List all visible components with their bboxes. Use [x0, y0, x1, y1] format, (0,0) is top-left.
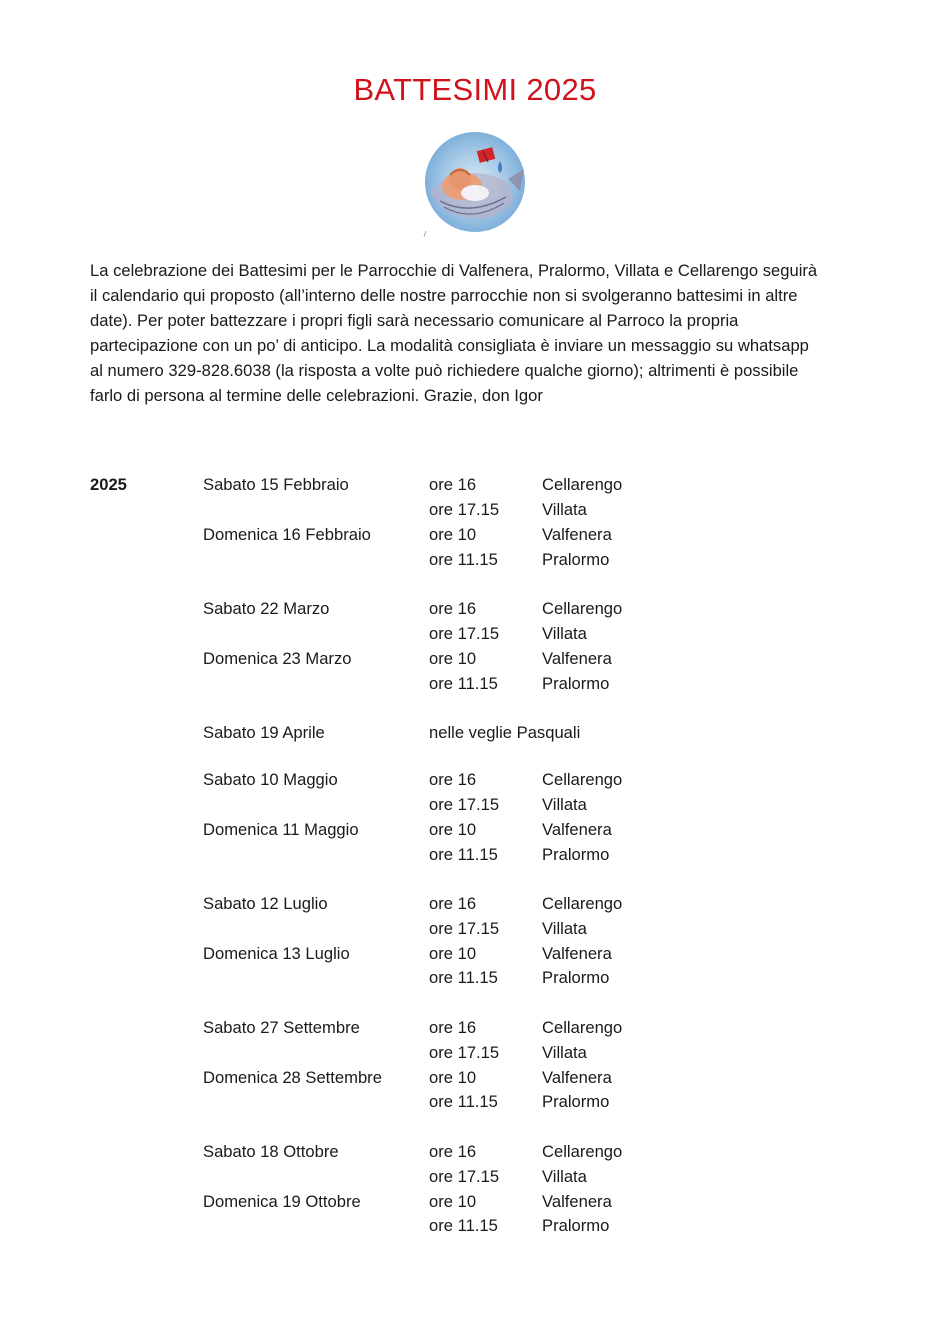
schedule-place: Valfenera: [542, 1068, 612, 1087]
schedule-time: ore 10: [429, 1192, 477, 1211]
schedule-day: Domenica 13 Luglio: [203, 944, 350, 963]
schedule-day: Domenica 28 Settembre: [203, 1068, 382, 1087]
schedule-place: Villata: [542, 1167, 587, 1186]
schedule-day: Domenica 19 Ottobre: [203, 1192, 361, 1211]
intro-line: date). Per poter battezzare i propri figli sarà necessario comunicare al Parroco la propria: [90, 311, 739, 330]
schedule-time: ore 17.15: [429, 624, 500, 643]
schedule-place: Pralormo: [542, 550, 610, 569]
schedule-time: ore 16: [429, 1018, 477, 1037]
schedule-time: ore 16: [429, 475, 477, 494]
schedule-place: Villata: [542, 500, 587, 519]
schedule-time: ore 11.15: [429, 1216, 498, 1235]
intro-line: partecipazione con un po’ di anticipo. La modalità consigliata è inviare un messaggio su whatsapp: [90, 336, 809, 355]
schedule-day: Sabato 27 Settembre: [203, 1018, 360, 1037]
schedule-day: Domenica 23 Marzo: [203, 649, 352, 668]
schedule-place: Villata: [542, 624, 587, 643]
intro-line: il calendario qui proposto (all’interno delle nostre parrocchie non si svolgeranno battesimi in altre: [90, 286, 798, 305]
schedule-day: Domenica 11 Maggio: [203, 820, 359, 839]
schedule-place: Pralormo: [542, 674, 610, 693]
schedule-place: Pralormo: [542, 845, 610, 864]
schedule-time: nelle veglie Pasquali: [429, 723, 581, 742]
schedule-place: Villata: [542, 795, 587, 814]
schedule-place: Cellarengo: [542, 770, 623, 789]
schedule-place: Villata: [542, 919, 587, 938]
schedule-day: Sabato 19 Aprile: [203, 723, 325, 742]
schedule-place: Valfenera: [542, 1192, 612, 1211]
schedule-place: Valfenera: [542, 525, 612, 544]
schedule-day: Sabato 22 Marzo: [203, 599, 330, 618]
schedule-time: ore 17.15: [429, 500, 500, 519]
schedule-day: Sabato 18 Ottobre: [203, 1142, 339, 1161]
schedule-time: ore 11.15: [429, 845, 498, 864]
intro-line: farlo di persona al termine delle celebrazioni. Grazie, don Igor: [90, 386, 543, 405]
schedule-place: Valfenera: [542, 944, 612, 963]
schedule-day: Sabato 10 Maggio: [203, 770, 338, 789]
schedule-time: ore 17.15: [429, 1167, 500, 1186]
schedule-place: Pralormo: [542, 1092, 610, 1111]
schedule-time: ore 17.15: [429, 1043, 500, 1062]
schedule-place: Valfenera: [542, 649, 612, 668]
schedule-time: ore 17.15: [429, 919, 500, 938]
schedule-place: Villata: [542, 1043, 587, 1062]
schedule-time: ore 11.15: [429, 968, 498, 987]
schedule-place: Cellarengo: [542, 475, 623, 494]
intro-line: La celebrazione dei Battesimi per le Parrocchie di Valfenera, Pralormo, Villata e Cellarengo seguirà: [90, 261, 818, 280]
schedule-time: ore 11.15: [429, 674, 498, 693]
page-title: BATTESIMI 2025: [353, 72, 597, 107]
schedule-year: 2025: [90, 475, 127, 494]
schedule-place: Cellarengo: [542, 1018, 623, 1037]
schedule-place: Pralormo: [542, 1216, 610, 1235]
schedule-day: Sabato 12 Luglio: [203, 894, 328, 913]
schedule-time: ore 11.15: [429, 1092, 498, 1111]
schedule-day: Sabato 15 Febbraio: [203, 475, 349, 494]
schedule-time: ore 16: [429, 599, 477, 618]
schedule-place: Cellarengo: [542, 1142, 623, 1161]
schedule-place: Cellarengo: [542, 599, 623, 618]
schedule-time: ore 16: [429, 1142, 477, 1161]
schedule-place: Cellarengo: [542, 894, 623, 913]
schedule-time: ore 10: [429, 820, 477, 839]
schedule-time: ore 11.15: [429, 550, 498, 569]
schedule-time: ore 10: [429, 525, 477, 544]
schedule-time: ore 10: [429, 649, 477, 668]
schedule-place: Valfenera: [542, 820, 612, 839]
schedule-time: ore 17.15: [429, 795, 500, 814]
schedule-time: ore 10: [429, 1068, 477, 1087]
schedule-place: Pralormo: [542, 968, 610, 987]
schedule-time: ore 10: [429, 944, 477, 963]
intro-line: al numero 329-828.6038 (la risposta a volte può richiedere qualche giorno); altrimenti è possibile: [90, 361, 799, 380]
schedule-day: Domenica 16 Febbraio: [203, 525, 371, 544]
schedule-time: ore 16: [429, 894, 477, 913]
schedule-time: ore 16: [429, 770, 477, 789]
